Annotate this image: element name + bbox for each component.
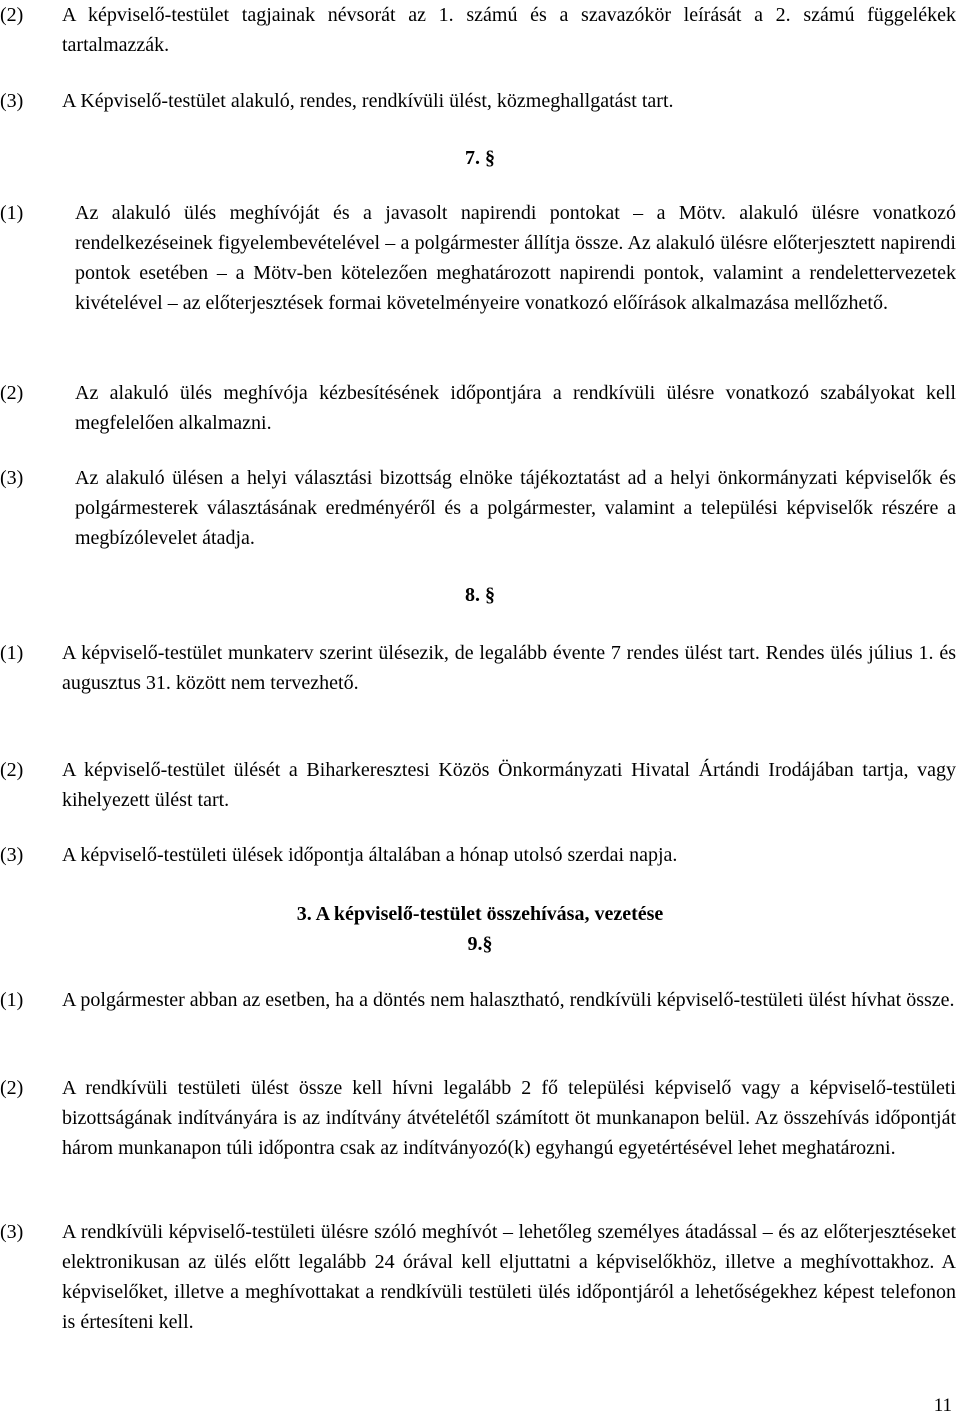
paragraph-number: (2) — [0, 4, 24, 26]
paragraph — [0, 840, 956, 870]
paragraph-number: (3) — [0, 90, 24, 112]
paragraph-number: (2) — [0, 382, 24, 404]
paragraph-text: A rendkívüli testületi ülést össze kell hívni legalább 2 fő települési képviselő vagy a képviselő-testületi bizottságának indítványára is az indítvány átvételétől számított öt munkanapon belül. Az összehívás időpontját három munkanapon túli időpontra csak az indítványozó(k) egyhangú egyetértésével lehet meghatározni. — [62, 1077, 956, 1159]
section-heading: 7. § — [465, 147, 495, 169]
paragraph-text: A Képviselő-testület alakuló, rendes, rendkívüli ülést, közmeghallgatást tart. — [62, 90, 674, 112]
paragraph-number: (2) — [0, 759, 24, 781]
paragraph — [0, 985, 956, 1015]
paragraph — [0, 0, 956, 60]
paragraph — [0, 463, 956, 553]
paragraph-text: Az alakuló ülés meghívóját és a javasolt napirendi pontokat – a Mötv. alakuló ülésre vonatkozó rendelkezéseinek figyelembevételével – a polgármester állítja össze. Az alakuló ülésre előterjesztett napirendi pontok esetében – a Mötv-ben kötelezően meghatározott napirendi pontok, valamint a rendelettervezetek kivételével – az előterjesztések formai követelményeire vonatkozó előírások alkalmazása mellőzhető. — [75, 202, 956, 314]
paragraph-text: A képviselő-testületi ülések időpontja általában a hónap utolsó szerdai napja. — [62, 844, 678, 866]
paragraph-number: (3) — [0, 844, 24, 866]
paragraph-text: Az alakuló ülés meghívója kézbesítésének időpontjára a rendkívüli ülésre vonatkozó szabályokat kell megfelelően alkalmazni. — [75, 382, 956, 434]
paragraph-text: A rendkívüli képviselő-testületi ülésre szóló meghívót – lehetőleg személyes átadással – és az előterjesztéseket elektronikusan az ülés előtt legalább 24 órával kell eljuttatni a képviselőkhöz, illetve a meghívottakhoz. A képviselőket, illetve a meghívottakat a rendkívüli testületi ülés időpontjáról a lehetőségekhez képest telefonon is értesíteni kell. — [62, 1221, 956, 1333]
chapter-heading: 3. A képviselő-testület összehívása, vezetése — [296, 903, 664, 925]
paragraph-text: A képviselő-testület tagjainak névsorát az 1. számú és a szavazókör leírását a 2. számú függelékek tartalmazzák. — [62, 4, 956, 56]
paragraph — [0, 378, 956, 438]
paragraph — [0, 1073, 956, 1163]
paragraph — [0, 638, 956, 698]
page-number: 11 — [933, 1395, 952, 1416]
paragraph-number: (1) — [0, 989, 24, 1011]
paragraph — [0, 1217, 956, 1337]
paragraph-number: (2) — [0, 1077, 24, 1099]
paragraph-number: (3) — [0, 467, 24, 489]
paragraph-text: A polgármester abban az esetben, ha a döntés nem halasztható, rendkívüli képviselő-testületi ülést hívhat össze. — [62, 989, 955, 1011]
paragraph-text: A képviselő-testület ülését a Biharkeresztesi Közös Önkormányzati Hivatal Ártándi Irodájában tartja, vagy kihelyezett ülést tart. — [62, 759, 956, 811]
paragraph — [0, 755, 956, 815]
paragraph-number: (1) — [0, 202, 24, 224]
paragraph — [0, 86, 956, 116]
paragraph-text: Az alakuló ülésen a helyi választási bizottság elnöke tájékoztatást ad a helyi önkormányzati képviselők és polgármesterek választásának eredményéről és a polgármester, valamint a települési képviselők részére a megbízólevelet átadja. — [75, 467, 956, 549]
paragraph-text: A képviselő-testület munkaterv szerint ülésezik, de legalább évente 7 rendes ülést tart. Rendes ülés július 1. és augusztus 31. között nem tervezhető. — [62, 642, 956, 694]
paragraph — [0, 198, 956, 318]
section-heading: 9.§ — [467, 933, 493, 955]
paragraph-number: (3) — [0, 1221, 24, 1243]
paragraph-number: (1) — [0, 642, 24, 664]
section-heading: 8. § — [465, 584, 495, 606]
